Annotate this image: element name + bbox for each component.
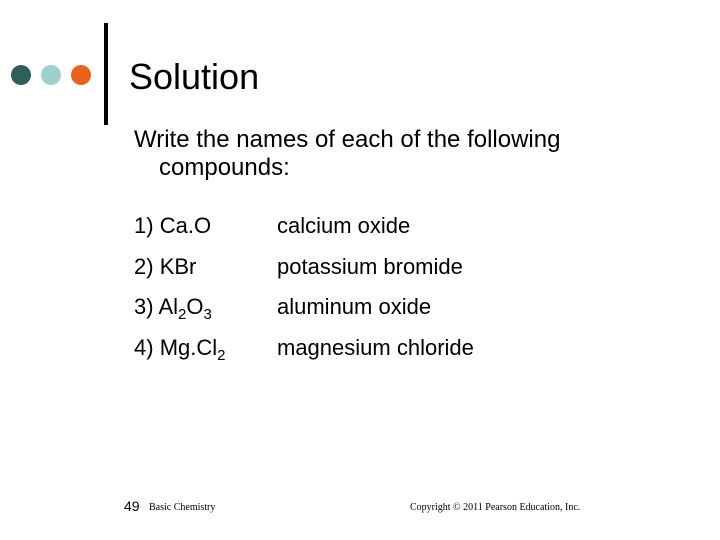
item-number: 3) bbox=[134, 294, 154, 319]
compound-name: potassium bromide bbox=[277, 254, 463, 279]
instruction-line-2: compounds: bbox=[159, 154, 290, 181]
footer-course-title: Basic Chemistry bbox=[149, 502, 216, 513]
formula-symbol: Cl bbox=[196, 335, 218, 360]
instruction-text bbox=[134, 126, 594, 182]
compound-formula bbox=[134, 331, 226, 365]
formula-symbol: Mg bbox=[159, 335, 191, 360]
compound-formula bbox=[134, 290, 212, 324]
formula-subscript: 2 bbox=[217, 347, 226, 364]
formula-subscript: 2 bbox=[178, 306, 187, 323]
formula-subscript: 3 bbox=[203, 306, 212, 323]
formula-symbol: Al bbox=[158, 294, 179, 319]
compound-name: aluminum oxide bbox=[277, 294, 432, 319]
item-number: 1) bbox=[134, 213, 154, 238]
formula-symbol: Br bbox=[174, 254, 197, 279]
decorative-dot-orange bbox=[71, 65, 91, 85]
slide-title: Solution bbox=[129, 56, 260, 97]
formula-symbol: K bbox=[159, 254, 175, 279]
formula-symbol: Ca bbox=[159, 213, 188, 238]
formula-symbol: O bbox=[193, 213, 212, 238]
item-number: 4) bbox=[134, 335, 154, 360]
compound-formula bbox=[134, 250, 196, 284]
compound-name: magnesium chloride bbox=[277, 335, 474, 360]
formula-symbol: O bbox=[186, 294, 204, 319]
footer-copyright: Copyright © 2011 Pearson Education, Inc. bbox=[410, 502, 581, 513]
formula-dot: . bbox=[190, 335, 197, 360]
formula-dot: . bbox=[187, 213, 194, 238]
decorative-dot-dark-teal bbox=[11, 65, 31, 85]
compound-name: calcium oxide bbox=[277, 213, 411, 238]
page-number: 49 bbox=[124, 498, 140, 514]
compound-formula bbox=[134, 209, 211, 243]
decorative-dot-light-teal bbox=[41, 65, 61, 85]
title-divider-line bbox=[104, 23, 108, 125]
instruction-line-1: Write the names of each of the following bbox=[134, 126, 561, 153]
item-number: 2) bbox=[134, 254, 154, 279]
